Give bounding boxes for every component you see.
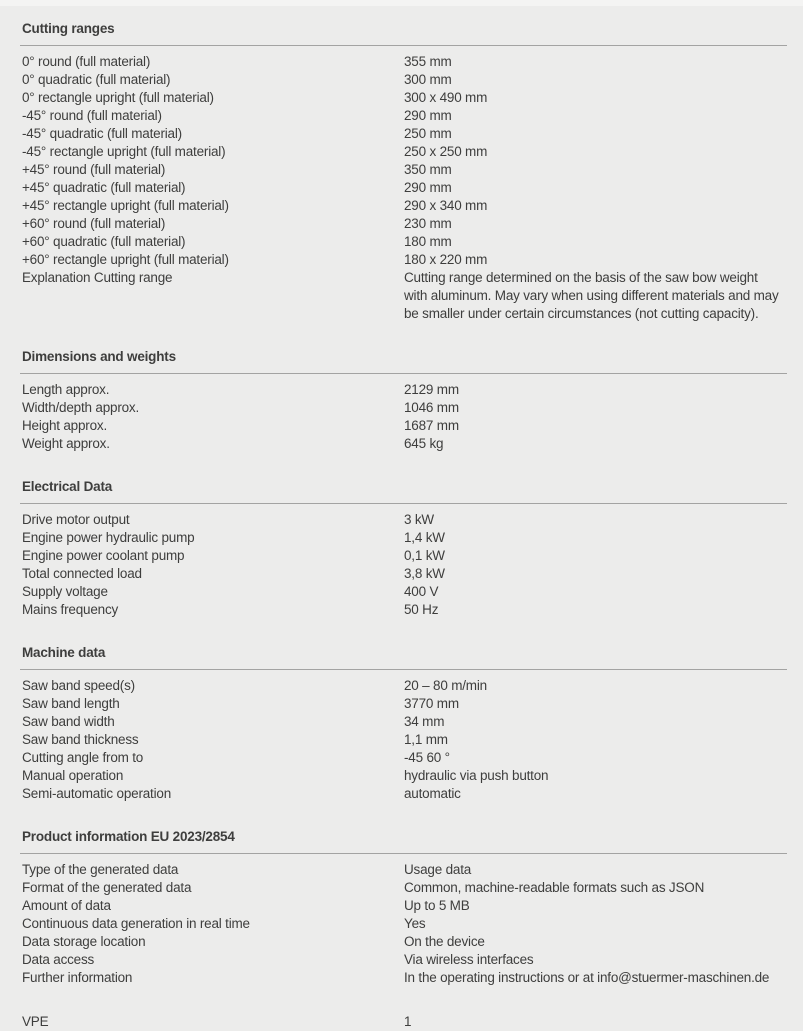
spec-row-value: 355 mm [404, 54, 452, 69]
section-rows [20, 374, 787, 453]
spec-row-value: 300 x 490 mm [404, 90, 488, 105]
spec-row-label: Saw band speed(s) [22, 678, 135, 693]
spec-row-value: 3,8 kW [404, 566, 445, 581]
section-electrical-data [20, 479, 787, 619]
spec-row-value: 3 kW [404, 512, 434, 527]
section-title: Dimensions and weights [20, 349, 787, 374]
spec-row [20, 107, 787, 125]
spec-row [20, 399, 787, 417]
spec-row [20, 749, 787, 767]
spec-row-value: 400 V [404, 584, 439, 599]
spec-row [20, 695, 787, 713]
spec-row [20, 179, 787, 197]
section-rows [20, 854, 787, 987]
spec-row [20, 381, 787, 399]
spec-row-value: 1,4 kW [404, 530, 445, 545]
spec-row-label: Continuous data generation in real time [22, 916, 250, 931]
spec-row-label: Height approx. [22, 418, 108, 433]
spec-row-value: 1 [404, 1014, 412, 1029]
spec-row-value: 34 mm [404, 714, 445, 729]
spec-row-label: -45° rectangle upright (full material) [22, 144, 226, 159]
spec-row-value: 290 mm [404, 180, 452, 195]
spec-row-label: Further information [22, 970, 133, 985]
spec-row [20, 969, 787, 987]
spec-row-label: Manual operation [22, 768, 124, 783]
spec-row-value: Via wireless interfaces [404, 952, 534, 967]
spec-row [20, 435, 787, 453]
spec-row-label: Engine power hydraulic pump [22, 530, 195, 545]
spec-row [20, 53, 787, 71]
spec-row-label: Weight approx. [22, 436, 110, 451]
spec-row-label: +60° rectangle upright (full material) [22, 252, 229, 267]
spec-row-label: +45° quadratic (full material) [22, 180, 186, 195]
spec-row-value: 250 x 250 mm [404, 144, 488, 159]
spec-row-value: 180 x 220 mm [404, 252, 488, 267]
spec-row-value: 290 x 340 mm [404, 198, 488, 213]
spec-row [20, 861, 787, 879]
spec-row-label: 0° round (full material) [22, 54, 151, 69]
spec-row [20, 785, 787, 803]
spec-row [20, 731, 787, 749]
spec-row-label: Engine power coolant pump [22, 548, 185, 563]
spec-row [20, 269, 787, 323]
spec-row [20, 161, 787, 179]
section-title: Machine data [20, 645, 787, 670]
spec-row [20, 251, 787, 269]
section-title: Product information EU 2023/2854 [20, 829, 787, 854]
spec-row-label: Cutting angle from to [22, 750, 144, 765]
spec-row [20, 511, 787, 529]
spec-row-value: 0,1 kW [404, 548, 445, 563]
spec-row-label: Semi-automatic operation [22, 786, 172, 801]
spec-row [20, 233, 787, 251]
spec-row-label: Explanation Cutting range [22, 270, 173, 285]
spec-row-value: Yes [404, 916, 426, 931]
spec-row [20, 601, 787, 619]
section-cutting-ranges [20, 21, 787, 323]
spec-row-label: Length approx. [22, 382, 110, 397]
spec-row [20, 125, 787, 143]
spec-sections-container [20, 21, 787, 1031]
spec-row [20, 89, 787, 107]
spec-row-label: +45° rectangle upright (full material) [22, 198, 229, 213]
section-dimensions-and-weights [20, 349, 787, 453]
spec-row-value: automatic [404, 786, 461, 801]
spec-row [20, 215, 787, 233]
section-title: Electrical Data [20, 479, 787, 504]
spec-row [20, 879, 787, 897]
spec-row-label: -45° round (full material) [22, 108, 162, 123]
spec-row [20, 1013, 787, 1031]
spec-row-label: Total connected load [22, 566, 142, 581]
spec-row-value: 20 – 80 m/min [404, 678, 487, 693]
spec-row-value: Cutting range determined on the basis of the saw bow weight with aluminum. May vary when using different materials and may be smaller under certain circumstances (not cutting capacity). [404, 270, 779, 321]
specification-sheet [0, 6, 803, 1031]
spec-row-label: 0° rectangle upright (full material) [22, 90, 214, 105]
spec-row [20, 71, 787, 89]
spec-row-label: Format of the generated data [22, 880, 192, 895]
spec-row-value: 350 mm [404, 162, 452, 177]
section-product-information-eu-2023-2854 [20, 829, 787, 987]
spec-row-label: Saw band length [22, 696, 120, 711]
section-rows [20, 1013, 787, 1031]
spec-row-value: 2129 mm [404, 382, 459, 397]
spec-row-value: 180 mm [404, 234, 452, 249]
spec-row-value: 1046 mm [404, 400, 459, 415]
spec-row [20, 529, 787, 547]
spec-row-label: VPE [22, 1014, 49, 1029]
section-rows [20, 670, 787, 803]
spec-row-label: +60° round (full material) [22, 216, 166, 231]
spec-row-value: In the operating instructions or at info@stuermer-maschinen.de [404, 970, 770, 985]
section-rows [20, 46, 787, 323]
spec-row-value: 230 mm [404, 216, 452, 231]
spec-row-value: Up to 5 MB [404, 898, 470, 913]
section-rows [20, 504, 787, 619]
spec-row-label: Drive motor output [22, 512, 130, 527]
spec-row-label: Data access [22, 952, 95, 967]
spec-row-value: Usage data [404, 862, 472, 877]
section-vpe [20, 1013, 787, 1031]
spec-row-value: 50 Hz [404, 602, 439, 617]
spec-row [20, 143, 787, 161]
spec-row [20, 767, 787, 785]
spec-row [20, 677, 787, 695]
section-machine-data [20, 645, 787, 803]
spec-row-value: On the device [404, 934, 485, 949]
spec-row-value: -45 60 ° [404, 750, 450, 765]
spec-row-value: 290 mm [404, 108, 452, 123]
spec-row [20, 197, 787, 215]
spec-row [20, 951, 787, 969]
spec-row-label: Data storage location [22, 934, 146, 949]
spec-row [20, 547, 787, 565]
spec-row [20, 713, 787, 731]
spec-row [20, 417, 787, 435]
spec-row-label: Mains frequency [22, 602, 119, 617]
spec-row-value: 1687 mm [404, 418, 459, 433]
spec-row-label: +45° round (full material) [22, 162, 166, 177]
spec-row-label: 0° quadratic (full material) [22, 72, 171, 87]
spec-row-label: Saw band thickness [22, 732, 139, 747]
spec-row-value: 3770 mm [404, 696, 459, 711]
spec-row-label: Supply voltage [22, 584, 108, 599]
spec-row-value: Common, machine-readable formats such as JSON [404, 880, 705, 895]
spec-row-label: Saw band width [22, 714, 115, 729]
spec-row-label: Width/depth approx. [22, 400, 140, 415]
spec-row [20, 933, 787, 951]
section-title: Cutting ranges [20, 21, 787, 46]
spec-row [20, 915, 787, 933]
spec-row-value: 645 kg [404, 436, 444, 451]
spec-row-label: +60° quadratic (full material) [22, 234, 186, 249]
spec-row-value: 250 mm [404, 126, 452, 141]
spec-row-label: Type of the generated data [22, 862, 179, 877]
spec-row-value: 1,1 mm [404, 732, 448, 747]
spec-row-label: Amount of data [22, 898, 111, 913]
spec-row-value: 300 mm [404, 72, 452, 87]
spec-row [20, 897, 787, 915]
spec-row [20, 565, 787, 583]
spec-row-value: hydraulic via push button [404, 768, 549, 783]
spec-row [20, 583, 787, 601]
spec-row-label: -45° quadratic (full material) [22, 126, 182, 141]
